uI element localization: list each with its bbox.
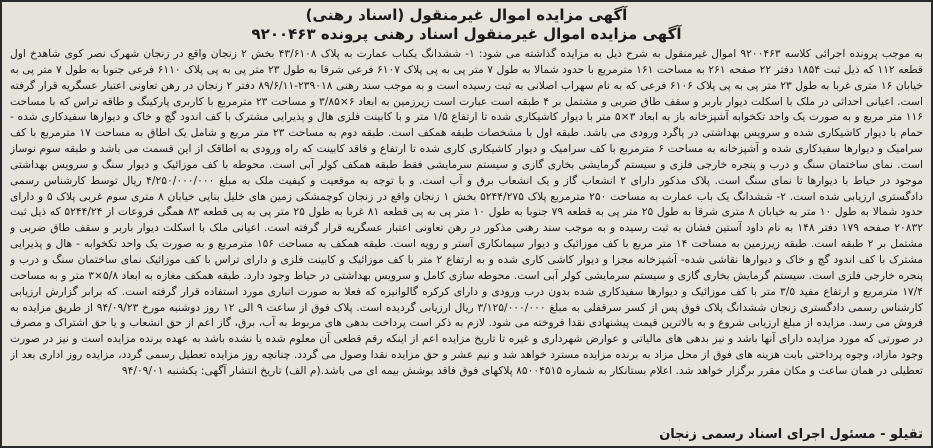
notice-body: به موجب پرونده اجرائی کلاسه ۹۲۰۰۴۶۳ اموال غیرمنقول به شرح ذیل به مزایده گذاشته می شود: ۱- ششدانگ یکباب عمارت به پلاک ۴۳/۶۱۰۸ بخش ۲ زنجان واقع در زنجان شهرک نصر کوی شاهدخ اول قطعه ۱۱۲ که ذیل ثبت ۱۸۵۴ دفتر ۲۲ صفحه ۲۶۱ به مساحت ۱۶۱ مترمربع با حدود شمالا به طول ۷ متر پی به پی پلاک ۶۱۰۷ فرعی شرقا به طول ۲۳ متر پی به پی پلاک ۶۱۱۰ فرعی جنوبا به طول ۷ متر پی به خیابان ۱۶ متری غربا به طول ۲۳ متر پی به پی پلاک ۶۱۰۶ فرعی که به نام سهراب اصلانی به ثبت رسیده است و به موجب سند رهنی ۲۳۹۰۱۸-۸۹/۶/۱۱ دفتر ۲ زنجان در رهن تعاونی اعتبار عسگریه قرار گرفته است. اعیانی احداثی در ملک با اسکلت دیوار باربر و سقف طاق ضربی و مشتمل بر ۴ طبقه است عبارت است زیرزمین به ابعاد ۶×۳/۸۵ و مساحت ۲۳ مترمربع با کاربری پارکینگ و طاقه تراس که با مساحت ۱۱۶ متر مربع و به صورت یک واحد تکخوابه آشپزخانه باز به ابعاد ۳×۵ متر با دیوار کاشیکاری شده تا ارتفاع ۱/۵ متر و با کابینت فلزی هال و پذیرایی مشترک با کف اندود گچ و خاک و دیوارها سفیدکاری شده - حمام با دیوار کاشیکاری شده و سرویس بهداشتی در پاگرد ورودی می باشد. طبقه اول با مشخصات طبقه همکف است. طبقه دوم به مساحت ۲۳ متر مربع و شامل یک اطاق به مساحت ۱۷ مترمربع با کف سرامیک و دیوارها سفیدکاری شده و آشپزخانه به مساحت ۶ مترمربع با کف سرامیک و دیوار کاشیکاری کاری شده تا ارتفاع و فاقد کابینت که راه ورودی به اطاقک از این قسمت می باشد و طبقه سوم نوساز است. نمای ساختمان سنگ و درب و پنجره خارجی فلزی و سیستم گرمایشی بخاری گازی و سیستم سرمایشی فقط طبقه همکف کولر آبی است. محوطه با کف موزائیک و دیوار سنگ و سرویس بهداشتی موجود در حیاط با دیوارها تا نمای سنگ است. پلاک مذکور دارای ۲ انشعاب گاز و یک انشعاب برق و آب است. و با توجه به موقعیت و کیفیت ملک به مبلغ ۴/۲۵۰/۰۰۰/۰۰۰ ریال توسط کارشناس رسمی دادگستری ارزیابی شده است. ۲- ششدانگ یک باب عمارت به مساحت ۲۵۰ مترمربع پلاک ۵۲۴۴/۲۷۵ بخش ۱ زنجان واقع در زنجان کوچمشکی زمین های خلیل بنایی خیابان ۸ متری سوم غربی پلاک ۵ و دارای حدود شمالا به طول ۱۰ متر به خیابان ۸ متری شرقا به طول ۲۵ متر پی به قطعه ۷۹ جنوبا به طول ۱۰ متر پی به پی قطعه ۸۱ غربا به طول ۲۵ متر پی به پی قطعه ۸۳ همگی فروعات از ۵۲۴۴/۲۴ که ذیل ثبت ۲۰۸۳۲ صفحه ۱۷۹ دفتر ۱۴۸ به نام داود آستین فشان به ثبت رسیده و به موجب سند رهنی مذکور در رهن تعاونی اعتبار عسگریه قرار گرفته است. اعیانی ملک با اسکلت دیوار باربر و سقف طاق ضربی و مشتمل بر ۲ طبقه است. طبقه زیرزمین به مساحت ۱۴ متر مربع با کف موزائیک و دیوار سیمانکاری آستر و رویه است. طبقه همکف به مساحت ۱۵۶ مترمربع و به صورت یک واحد تکخوابه - هال و پذیرایی مشترک با کف اندود گچ و خاک و دیوارها نقاشی شده- آشپزخانه مجزا و دیوار کاشی کاری شده و به ارتفاع ۲ متر با کف موزائیک و کابینت فلزی و دارای تراس با کف موزائیک نمای ساختمان سنگ و درب و پنجره خارجی فلزی است. سیستم گرمایش بخاری گازی و سیستم سرمایشی کولر آبی است. محوطه سازی کامل و سرویس بهداشتی در حیاط وجود دارد. طبقه همکف مغازه به ابعاد ۵/۸×۳ متر و به مساحت ۱۷/۴ مترمربع و ارتفاع مفید ۳/۵ متر با کف موزائیک و دیوارها سفیدکاری شده بدون درب ورودی و دارای کرکره گالوانیزه که فعلا به صورت انباری مورد استفاده قرار گرفته است. که برابر گزارش ارزیابی کارشناس رسمی دادگستری زنجان ششدانگ پلاک فوق پس از کسر سرقفلی به مبلغ ۳/۱۲۵/۰۰۰/۰۰۰ ریال ارزیابی گردیده است. پلاک فوق از ساعت ۹ الی ۱۲ روز دوشنبه مورخ ۹۴/۰۹/۲۳ از طریق مزایده به فروش می رسد. مزایده از مبلغ ارزیابی شروع و به بالاترین قیمت پیشنهادی نقدا فروخته می شود. لازم به ذکر است پرداخت بدهی های مربوط به آب، برق، گاز اعم از حق انشعاب و یا حق اشتراک و مصرف در صورتی که مورد مزایده دارای آنها باشد و نیز بدهی های مالیاتی و عوارض شهرداری و غیره تا تاریخ مزایده اعم از اینکه رقم قطعی آن معلوم شده یا نشده باشد به عهده برنده مزایده است و نیز در صورت وجود مازاد، وجوه پرداختی بابت هزینه های فوق از محل مزاد به برنده مزایده مسترد خواهد شد و نیم عشر و حق مزایده نقدا وصول می گردد. چنانچه روز مزایده تعطیل رسمی گردد، مزایده روز اداری بعد از تعطیلی در همان ساعت و مکان مقرر برگزار خواهد شد. اعلام بستانکار به شماره ۸۵۰۰۴۵۱۵ پلاکهای فوق فاقد بوشش بیمه ای می باشد.(م الف) تاریخ انتشار آگهی: یکشنبه ۹۴/۰۹/۰۱ bbox=[10, 47, 923, 377]
signature-line: تقیلو - مسئول اجرای اسناد رسمی زنجان bbox=[659, 427, 923, 442]
notice-footer bbox=[10, 427, 923, 442]
notice-title: آگهی مزایده اموال غیرمنقول (اسناد رهنی) bbox=[305, 6, 628, 24]
notice-subtitle: آگهی مزایده اموال غیرمنقول اسناد رهنی پرونده ۹۲۰۰۴۶۳ bbox=[251, 25, 682, 43]
